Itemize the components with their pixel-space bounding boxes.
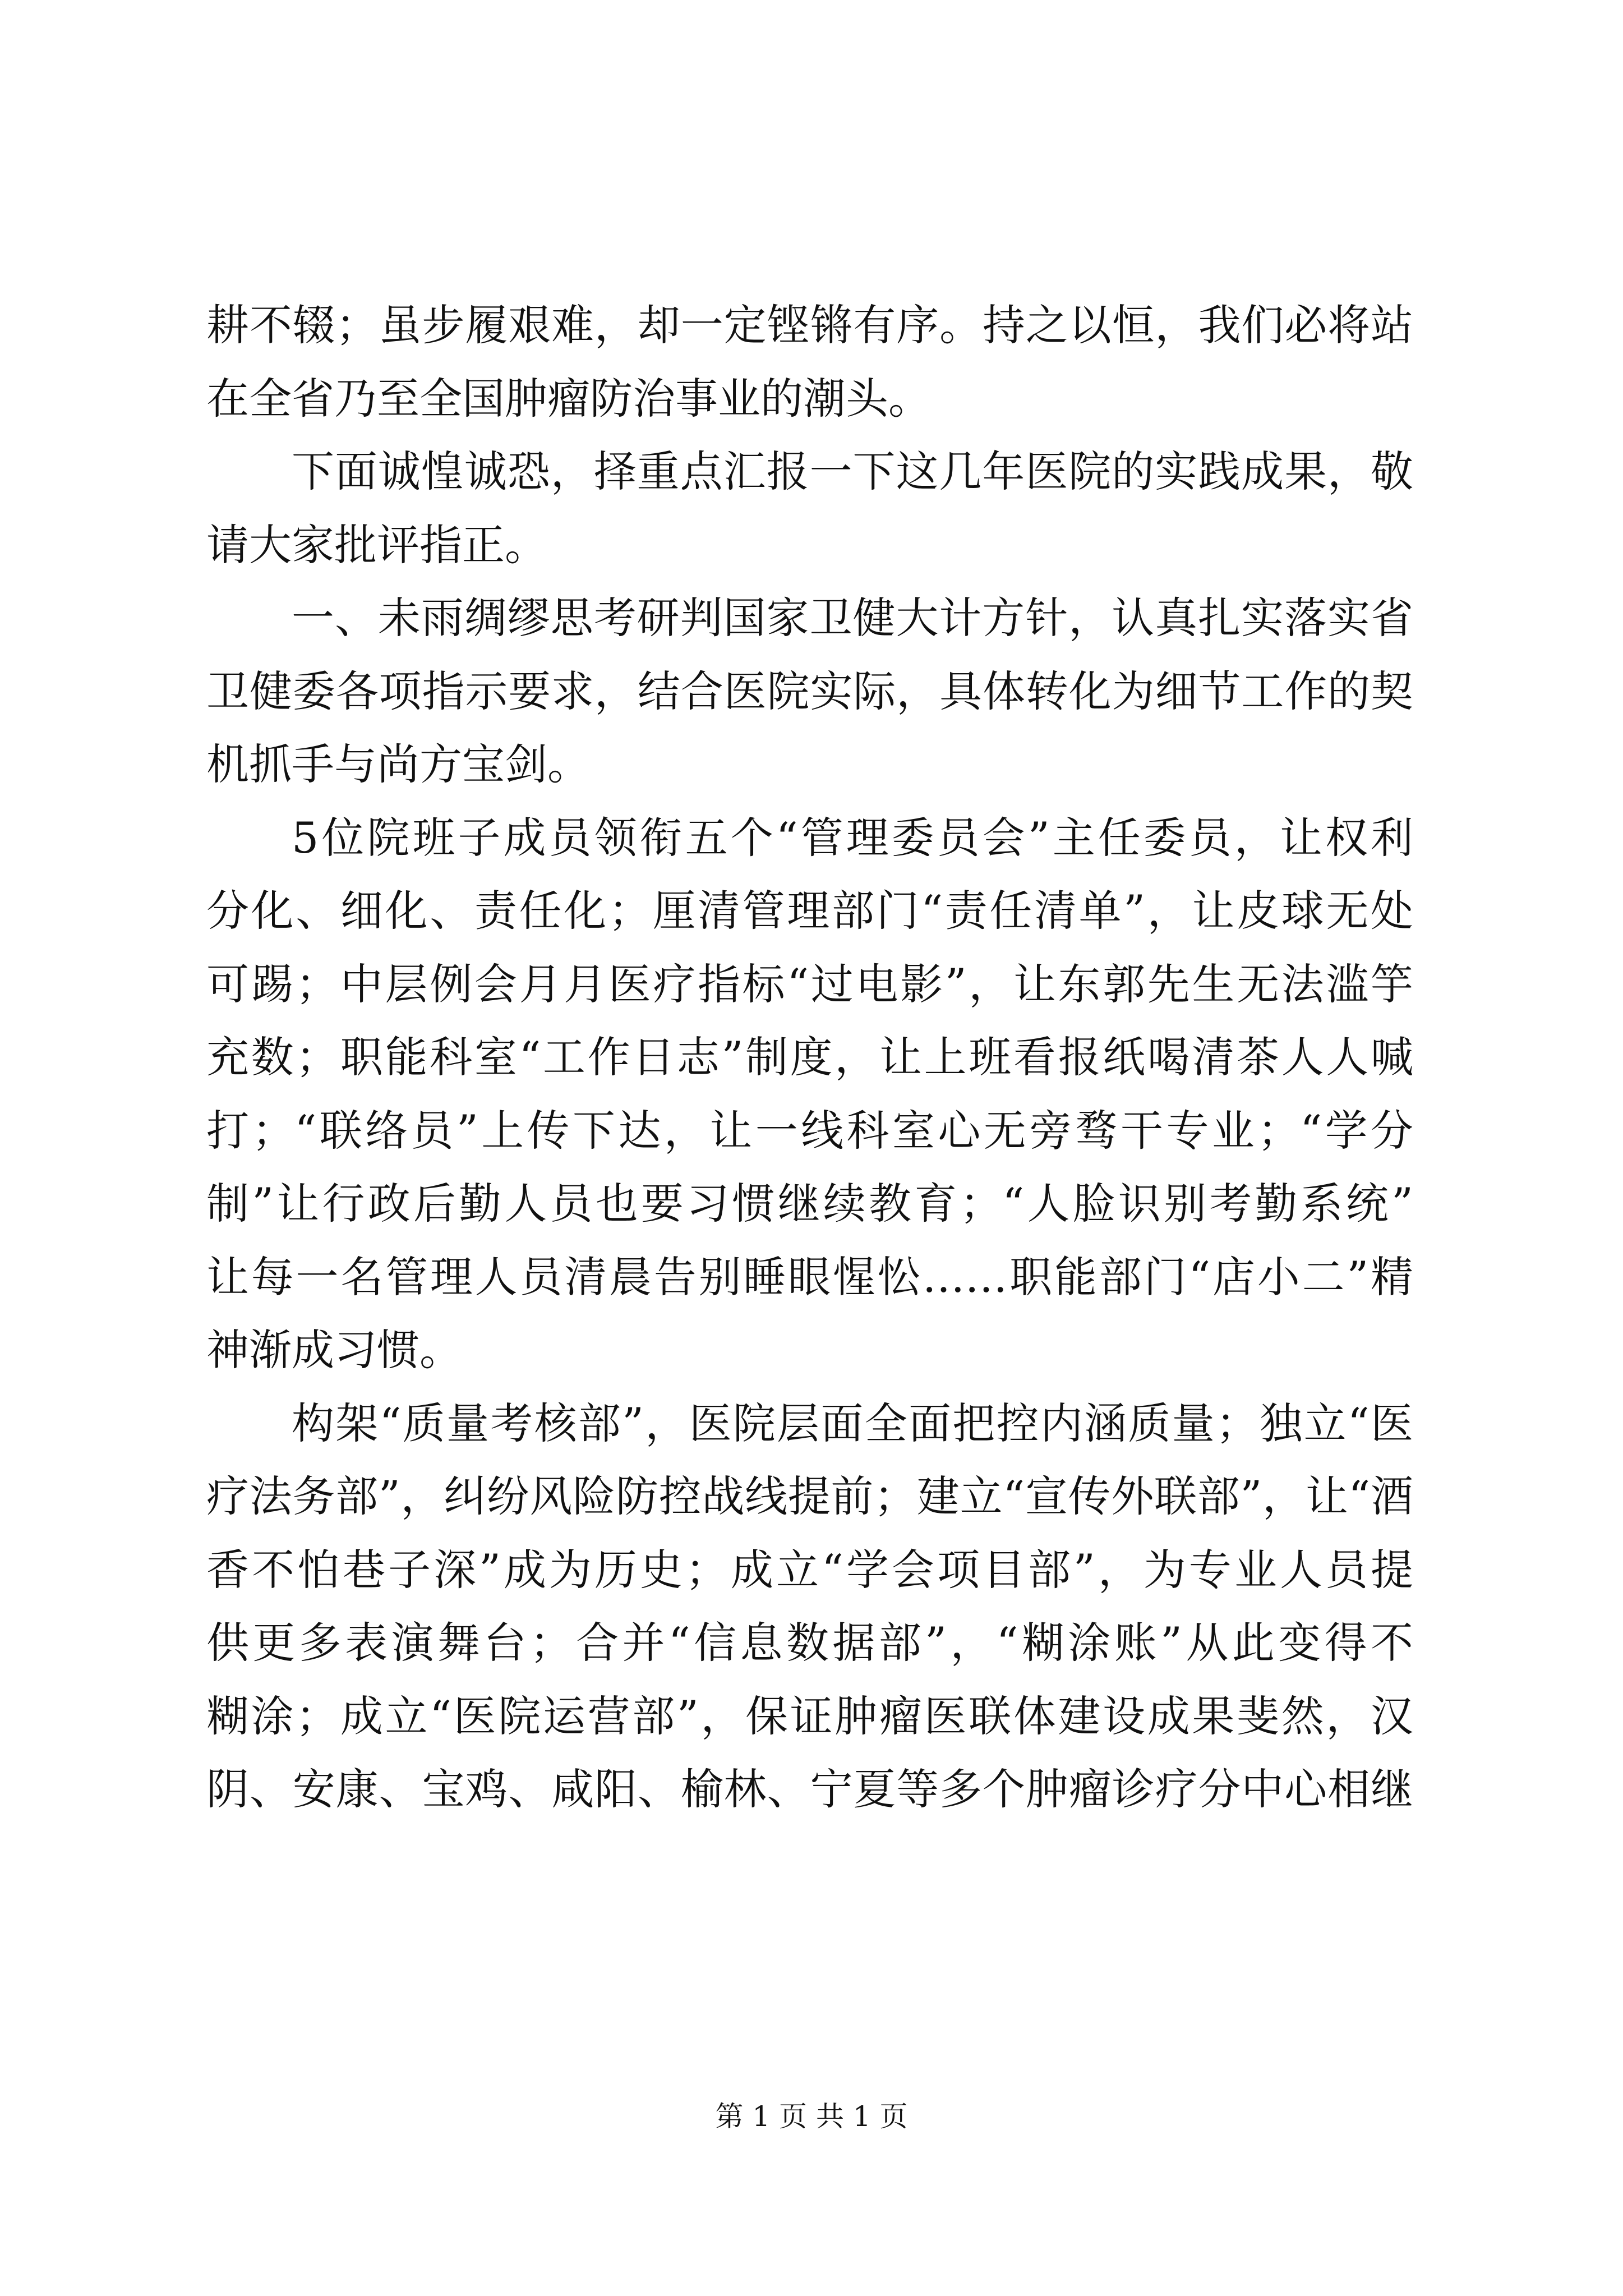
- text-line: 在全省乃至全国肿瘤防治事业的潮头。: [206, 373, 931, 424]
- text-line: 供更多表演舞台；合并“信息数据部”，“糊涂账”从此变得不: [206, 1618, 1413, 1668]
- text-line: 耕不辍；虽步履艰难，却一定铿锵有序。持之以恒，我们必将站: [206, 300, 1413, 350]
- text-line: 阴、安康、宝鸡、咸阳、榆林、宁夏等多个肿瘤诊疗分中心相继: [206, 1764, 1413, 1814]
- text-line: 下面诚惶诚恐，择重点汇报一下这几年医院的实践成果，敬: [292, 447, 1413, 496]
- page-footer: 第 1 页 共 1 页: [715, 2100, 908, 2133]
- text-line: 神渐成习惯。: [206, 1325, 462, 1375]
- text-line: 机抓手与尚方宝剑。: [206, 739, 590, 789]
- text-line: 让每一名管理人员清晨告别睡眼惺忪……职能部门“店小二”精: [206, 1251, 1413, 1302]
- text-line: 疗法务部”，纠纷风险防控战线提前；建立“宣传外联部”，让“酒: [206, 1471, 1413, 1521]
- text-line: 糊涂；成立“医院运营部”，保证肿瘤医联体建设成果斐然，汉: [206, 1691, 1413, 1741]
- text-line: 香不怕巷子深”成为历史；成立“学会项目部”，为专业人员提: [206, 1544, 1413, 1595]
- text-line: 充数；职能科室“工作日志”制度，让上班看报纸喝清茶人人喊: [206, 1032, 1413, 1082]
- text-line: 打；“联络员”上传下达，让一线科室心无旁骛干专业；“学分: [206, 1105, 1413, 1156]
- text-line: 制”让行政后勤人员也要习惯继续教育；“人脸识别考勤系统”: [206, 1179, 1413, 1228]
- text-line: 卫健委各项指示要求，结合医院实际，具体转化为细节工作的契: [206, 666, 1413, 716]
- document-body: [206, 289, 1413, 1826]
- text-line: 分化、细化、责任化；厘清管理部门“责任清单”，让皮球无处: [206, 886, 1413, 936]
- text-line: 5位院班子成员领衔五个“管理委员会”主任委员，让权利: [292, 812, 1413, 863]
- text-line: 一、未雨绸缪思考研判国家卫健大计方针，认真扎实落实省: [292, 593, 1413, 643]
- text-line: 可踢；中层例会月月医疗指标“过电影”，让东郭先生无法滥竽: [206, 959, 1413, 1009]
- text-line: 请大家批评指正。: [206, 519, 547, 570]
- text-line: 构架“质量考核部”，医院层面全面把控内涵质量；独立“医: [292, 1398, 1413, 1448]
